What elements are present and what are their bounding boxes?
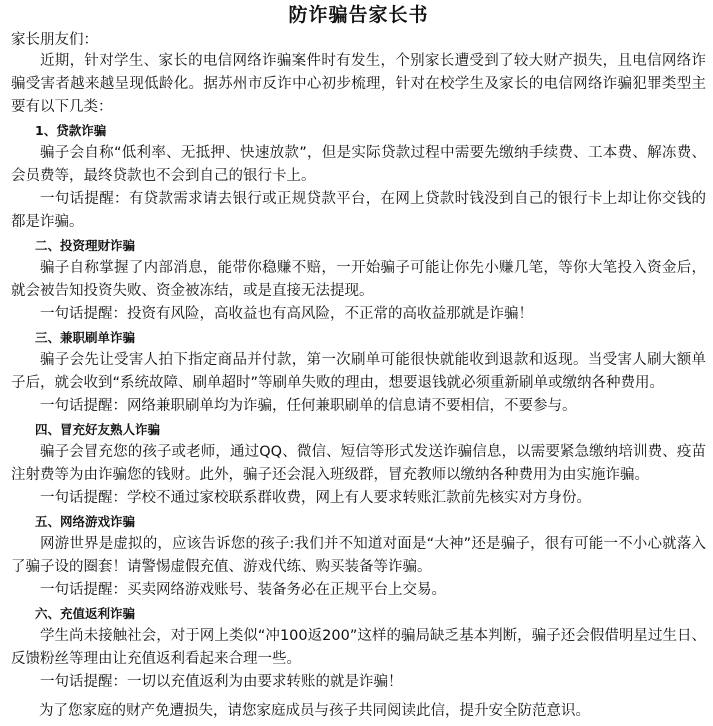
section-body-game: 网游世界是虚拟的，应该告诉您的孩子:我们并不知道对面是“大神”还是骗子，很有可能一不小心就落入了骗子设的圈套！请警惕虚假充值、游戏代练、购买装备等诈骗。 [11,536,706,575]
section-heading-game: 五、网络游戏诈骗 [35,514,136,529]
section-body-loan: 骗子会自称“低利率、无抵押、快速放款”，但是实际贷款过程中需要先缴纳手续费、工本费、解冻费、会员费等，最终贷款也不会到自己的银行卡上。 [11,145,706,184]
section-heading-part-time: 三、兼职刷单诈骗 [35,330,136,345]
section-heading-investment: 二、投资理财诈骗 [35,238,136,253]
letter-title: 防诈骗告家长书 [288,4,429,26]
section-tip-loan: 一句话提醒：有贷款需求请去银行或正规贷款平台，在网上贷款时钱没到自己的银行卡上却让你交钱的都是诈骗。 [11,191,706,230]
section-body-investment: 骗子自称掌握了内部消息，能带你稳赚不赔，一开始骗子可能让你先小赚几笔，等你大笔投入资金后，就会被告知投资失败、资金被冻结，或是直接无法提现。 [11,260,706,299]
intro-paragraph: 近期，针对学生、家长的电信网络诈骗案件时有发生，个别家长遭受到了较大财产损失，且电信网络诈骗受害者越来越呈现低龄化。据苏州市反诈中心初步梳理，针对在校学生及家长的电信网络诈骗犯罪类型主要有以下几类： [11,53,706,115]
section-tip-impersonation: 一句话提醒：学校不通过家校联系群收费，网上有人要求转账汇款前先核实对方身份。 [40,490,591,506]
section-tip-investment: 一句话提醒：投资有风险，高收益也有高风险，不正常的高收益那就是诈骗！ [40,306,533,322]
section-body-impersonation: 骗子会冒充您的孩子或老师，通过QQ、微信、短信等形式发送诈骗信息，以需要紧急缴纳培训费、疫苗注射费等为由诈骗您的钱财。此外，骗子还会混入班级群，冒充教师以缴纳各种费用为由实施诈骗。 [11,444,706,483]
letter-greeting: 家长朋友们： [11,32,98,48]
section-heading-loan: 1、贷款诈骗 [35,123,107,138]
section-heading-recharge: 六、充值返利诈骗 [35,606,136,621]
section-tip-recharge: 一句话提醒：一切以充值返利为由要求转账的就是诈骗！ [40,674,403,690]
section-body-recharge: 学生尚未接触社会，对于网上类似“冲100返200”这样的骗局缺乏基本判断，骗子还会假借明星过生日、反馈粉丝等理由让充值返利看起来合理一些。 [11,628,706,667]
section-tip-game: 一句话提醒：买卖网络游戏账号、装备务必在正规平台上交易。 [40,582,446,598]
section-tip-part-time: 一句话提醒：网络兼职刷单均为诈骗，任何兼职刷单的信息请不要相信，不要参与。 [40,398,577,414]
section-body-part-time: 骗子会先让受害人拍下指定商品并付款，第一次刷单可能很快就能收到退款和返现。当受害人刷大额单子后，就会收到“系统故障、刷单超时”等刷单失败的理由，想要退钱就必须重新刷单或缴纳各种费用。 [11,352,706,391]
closing-paragraph: 为了您家庭的财产免遭损失，请您家庭成员与孩子共同阅读此信，提升安全防范意识。 [39,703,590,719]
section-heading-impersonation: 四、冒充好友熟人诈骗 [35,422,161,437]
